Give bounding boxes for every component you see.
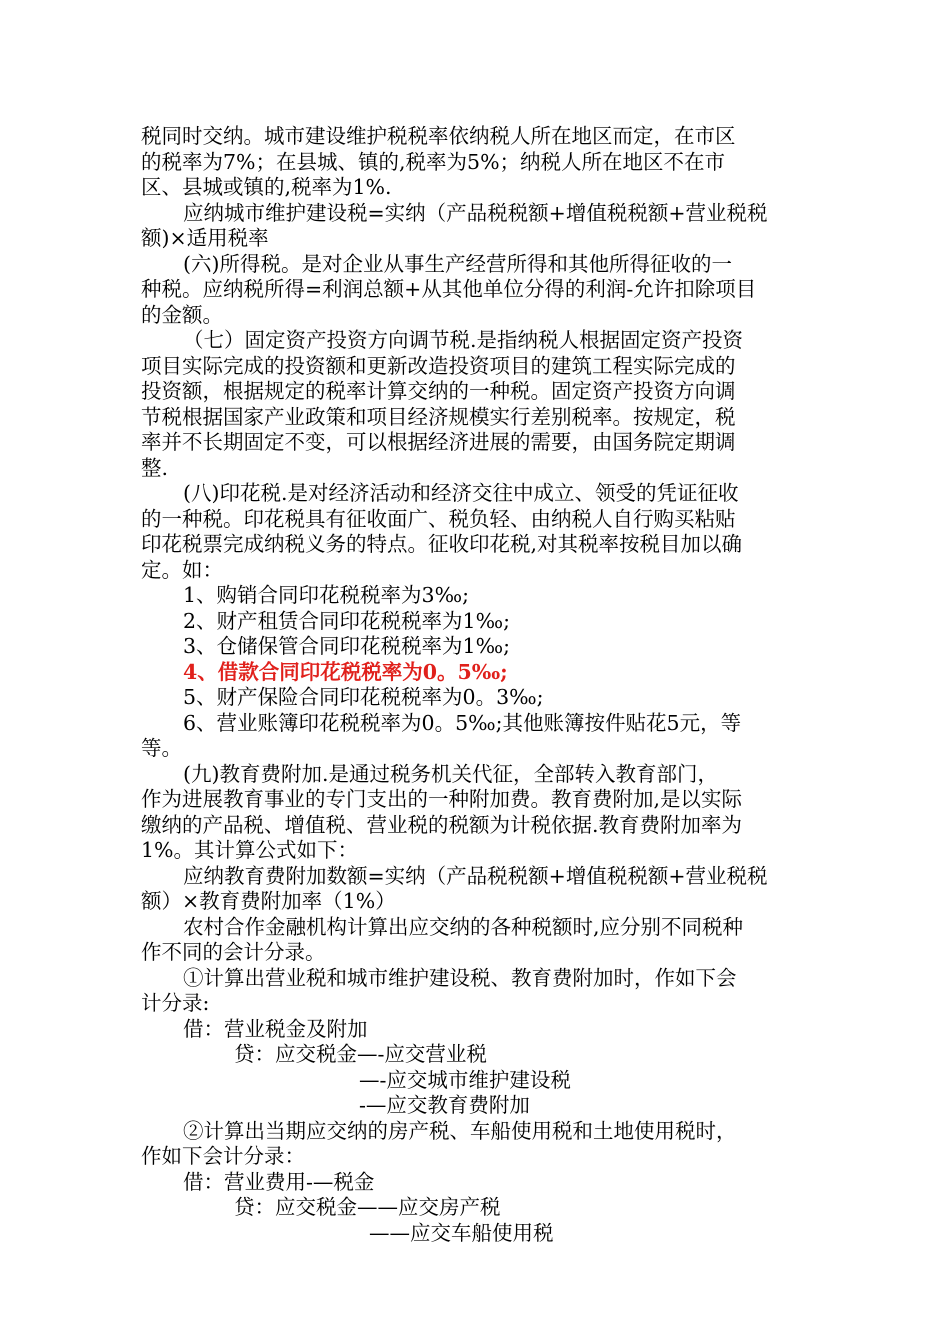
text-line: 的金额。 xyxy=(141,302,223,327)
text-line: 的一种税。印花税具有征收面广、税负轻、由纳税人自行购买粘贴 xyxy=(141,506,736,531)
text-line: 区、县城或镇的,税率为1%. xyxy=(141,175,392,199)
text-line: 率并不长期固定不变，可以根据经济进展的需要，由国务院定期调 xyxy=(141,430,736,454)
text-line: 额)×适用税率 xyxy=(141,226,269,250)
list-item: 3、仓储保管合同印花税税率为1‰; xyxy=(183,634,510,658)
journal-credit-sub: ——应交车船使用税 xyxy=(369,1220,554,1245)
list-item: 2、财产租赁合同印花税税率为1‰; xyxy=(183,608,510,633)
text-line: 印花税票完成纳税义务的特点。征收印花税,对其税率按税目加以确 xyxy=(141,532,743,556)
text-line: ①计算出营业税和城市维护建设税、教育费附加时，作如下会 xyxy=(183,965,737,990)
list-item: 5、财产保险合同印花税税率为0。3‰; xyxy=(183,685,544,709)
list-item: 1、购销合同印花税税率为3‰; xyxy=(183,583,469,607)
journal-debit: 借：营业费用-—税金 xyxy=(183,1169,375,1194)
text-line: 整. xyxy=(141,455,169,480)
text-line: 投资额，根据规定的税率计算交纳的一种税。固定资产投资方向调 xyxy=(141,379,736,403)
text-line: 应纳城市维护建设税=实纳（产品税税额+增值税税额+营业税税 xyxy=(183,200,768,225)
text-line: 种税。应纳税所得=利润总额+从其他单位分得的利润-允许扣除项目 xyxy=(141,277,757,301)
text-line: （七）固定资产投资方向调节税.是指纳税人根据固定资产投资 xyxy=(183,328,744,352)
text-line: 应纳教育费附加数额=实纳（产品税税额+增值税税额+营业税税 xyxy=(183,863,768,888)
text-line: 定。如： xyxy=(141,557,223,582)
text-line: 农村合作金融机构计算出应交纳的各种税额时,应分别不同税种 xyxy=(183,914,744,939)
text-line: 作不同的会计分录。 xyxy=(141,940,326,964)
text-line: 项目实际完成的投资额和更新改造投资项目的建筑工程实际完成的 xyxy=(141,353,736,378)
text-line: 的税率为7%；在县城、镇的,税率为5%；纳税人所在地区不在市 xyxy=(141,149,726,174)
text-line: 缴纳的产品税、增值税、营业税的税额为计税依据.教育费附加率为 xyxy=(141,812,743,837)
text-line: (六)所得税。是对企业从事生产经营所得和其他所得征收的一 xyxy=(183,251,732,276)
text-line: 计分录: xyxy=(141,991,210,1015)
text-line: 1%。其计算公式如下： xyxy=(141,838,359,862)
text-line: 作如下会计分录： xyxy=(141,1144,305,1168)
text-line: 额）×教育费附加率（1%） xyxy=(141,889,396,913)
text-line: 税同时交纳。城市建设维护税税率依纳税人所在地区而定，在市区 xyxy=(141,124,736,148)
journal-credit: 贷：应交税金——应交房产税 xyxy=(234,1195,501,1219)
journal-credit-sub: —-应交城市维护建设税 xyxy=(359,1067,571,1092)
text-line: 节税根据国家产业政策和项目经济规模实行差别税率。按规定，税 xyxy=(141,404,736,429)
text-line: (九)教育费附加.是通过税务机关代征，全部转入教育部门， xyxy=(183,761,719,786)
text-line: ②计算出当期应交纳的房产税、车船使用税和土地使用税时， xyxy=(183,1118,737,1143)
text-line: 作为进展教育事业的专门支出的一种附加费。教育费附加,是以实际 xyxy=(141,787,743,811)
text-line: 等。 xyxy=(141,736,182,760)
journal-debit: 借：营业税金及附加 xyxy=(183,1016,368,1041)
list-item: 6、营业账簿印花税税率为0。5‰;其他账簿按件贴花5元，等 xyxy=(183,710,742,735)
text-line: (八)印花税.是对经济活动和经济交往中成立、领受的凭证征收 xyxy=(183,481,739,505)
document-page xyxy=(141,124,813,1246)
highlighted-list-item: 4、借款合同印花税税率为0。5‰; xyxy=(183,659,508,684)
journal-credit-sub: -—应交教育费附加 xyxy=(359,1093,530,1117)
journal-credit: 贷：应交税金—-应交营业税 xyxy=(234,1042,487,1066)
